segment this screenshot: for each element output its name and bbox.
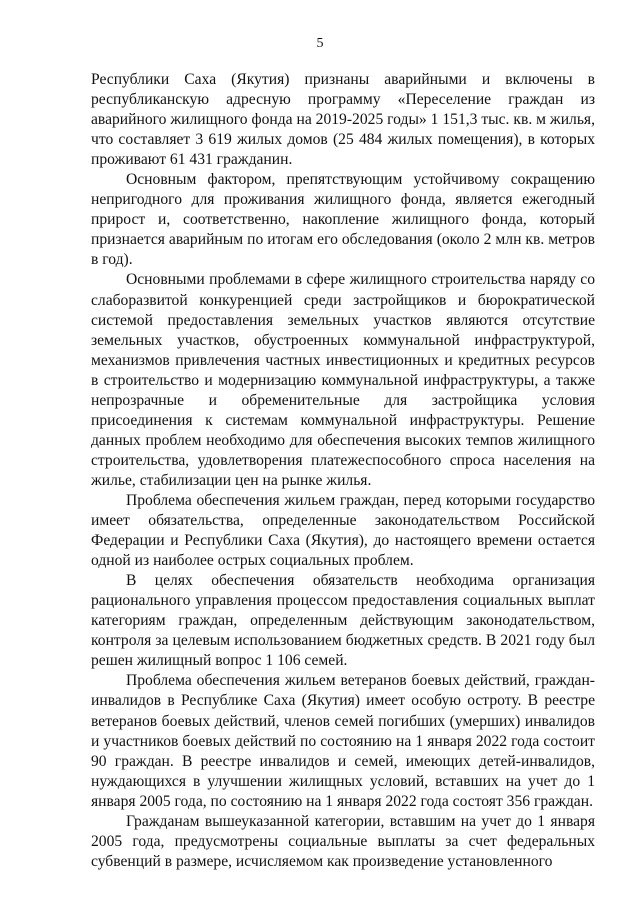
paragraph-1: Республики Саха (Якутия) признаны аварийными и включены в республиканскую адресную программу «Переселение граждан из аварийного жилищного фонда на 2019-2025 годы» 1 151,3 тыс. кв. м жилья, что составляет 3 619 жилых домов (25 484 жилых помещения), в которых проживают 61 431 гражданин. [91, 71, 595, 169]
paragraph-5: В целях обеспечения обязательств необходима организация рационального управления процессом предоставления социальных выплат категориям граждан, определенным действующим законодательством, контроля за целевым использованием бюджетных средств. В 2021 году был решен жилищный вопрос 1 106 семей. [91, 572, 595, 670]
paragraph-3: Основными проблемами в сфере жилищного строительства наряду со слаборазвитой конкуренцией среди застройщиков и бюрократической системой предоставления земельных участков являются отсутствие земельных участков, обустроенных коммунальной инфраструктурой, механизмов привлечения частных инвестиционных и кредитных ресурсов в строительство и модернизацию коммунальной инфраструктуры, а также непрозрачные и обременительные для застройщика условия присоединения к системам коммунальной инфраструктуры. Решение данных проблем необходимо для обеспечения высоких темпов жилищного строительства, удовлетворения платежеспособного спроса населения на жилье, стабилизации цен на рынке жилья. [91, 271, 595, 489]
paragraph-4: Проблема обеспечения жильем граждан, перед которыми государство имеет обязательства, определенные законодательством Российской Федерации и Республики Саха (Якутия), до настоящего времени остается одной из наиболее острых социальных проблем. [91, 491, 595, 570]
page-number: 5 [316, 36, 324, 51]
paragraph-7: Гражданам вышеуказанной категории, вставшим на учет до 1 января 2005 года, предусмотрены социальные выплаты за счет федеральных субвенций в размере, исчисляемом как произведение установленного [91, 812, 595, 870]
paragraph-2: Основным фактором, препятствующим устойчивому сокращению непригодного для проживания жилищного фонда, является ежегодный прирост и, соответственно, накопление жилищного фонда, который признается аварийным по итогам его обследования (около 2 млн кв. метров в год). [91, 171, 595, 269]
paragraph-6: Проблема обеспечения жильем ветеранов боевых действий, граждан-инвалидов в Республике Саха (Якутия) имеет особую остроту. В реестре ветеранов боевых действий, членов семей погибших (умерших) инвалидов и участников боевых действий по состоянию на 1 января 2022 года состоит 90 граждан. В реестре инвалидов и семей, имеющих детей-инвалидов, нуждающихся в улучшении жилищных условий, вставших на учет до 1 января 2005 года, по состоянию на 1 января 2022 года состоят 356 граждан. [91, 672, 595, 810]
document-body [91, 70, 595, 872]
